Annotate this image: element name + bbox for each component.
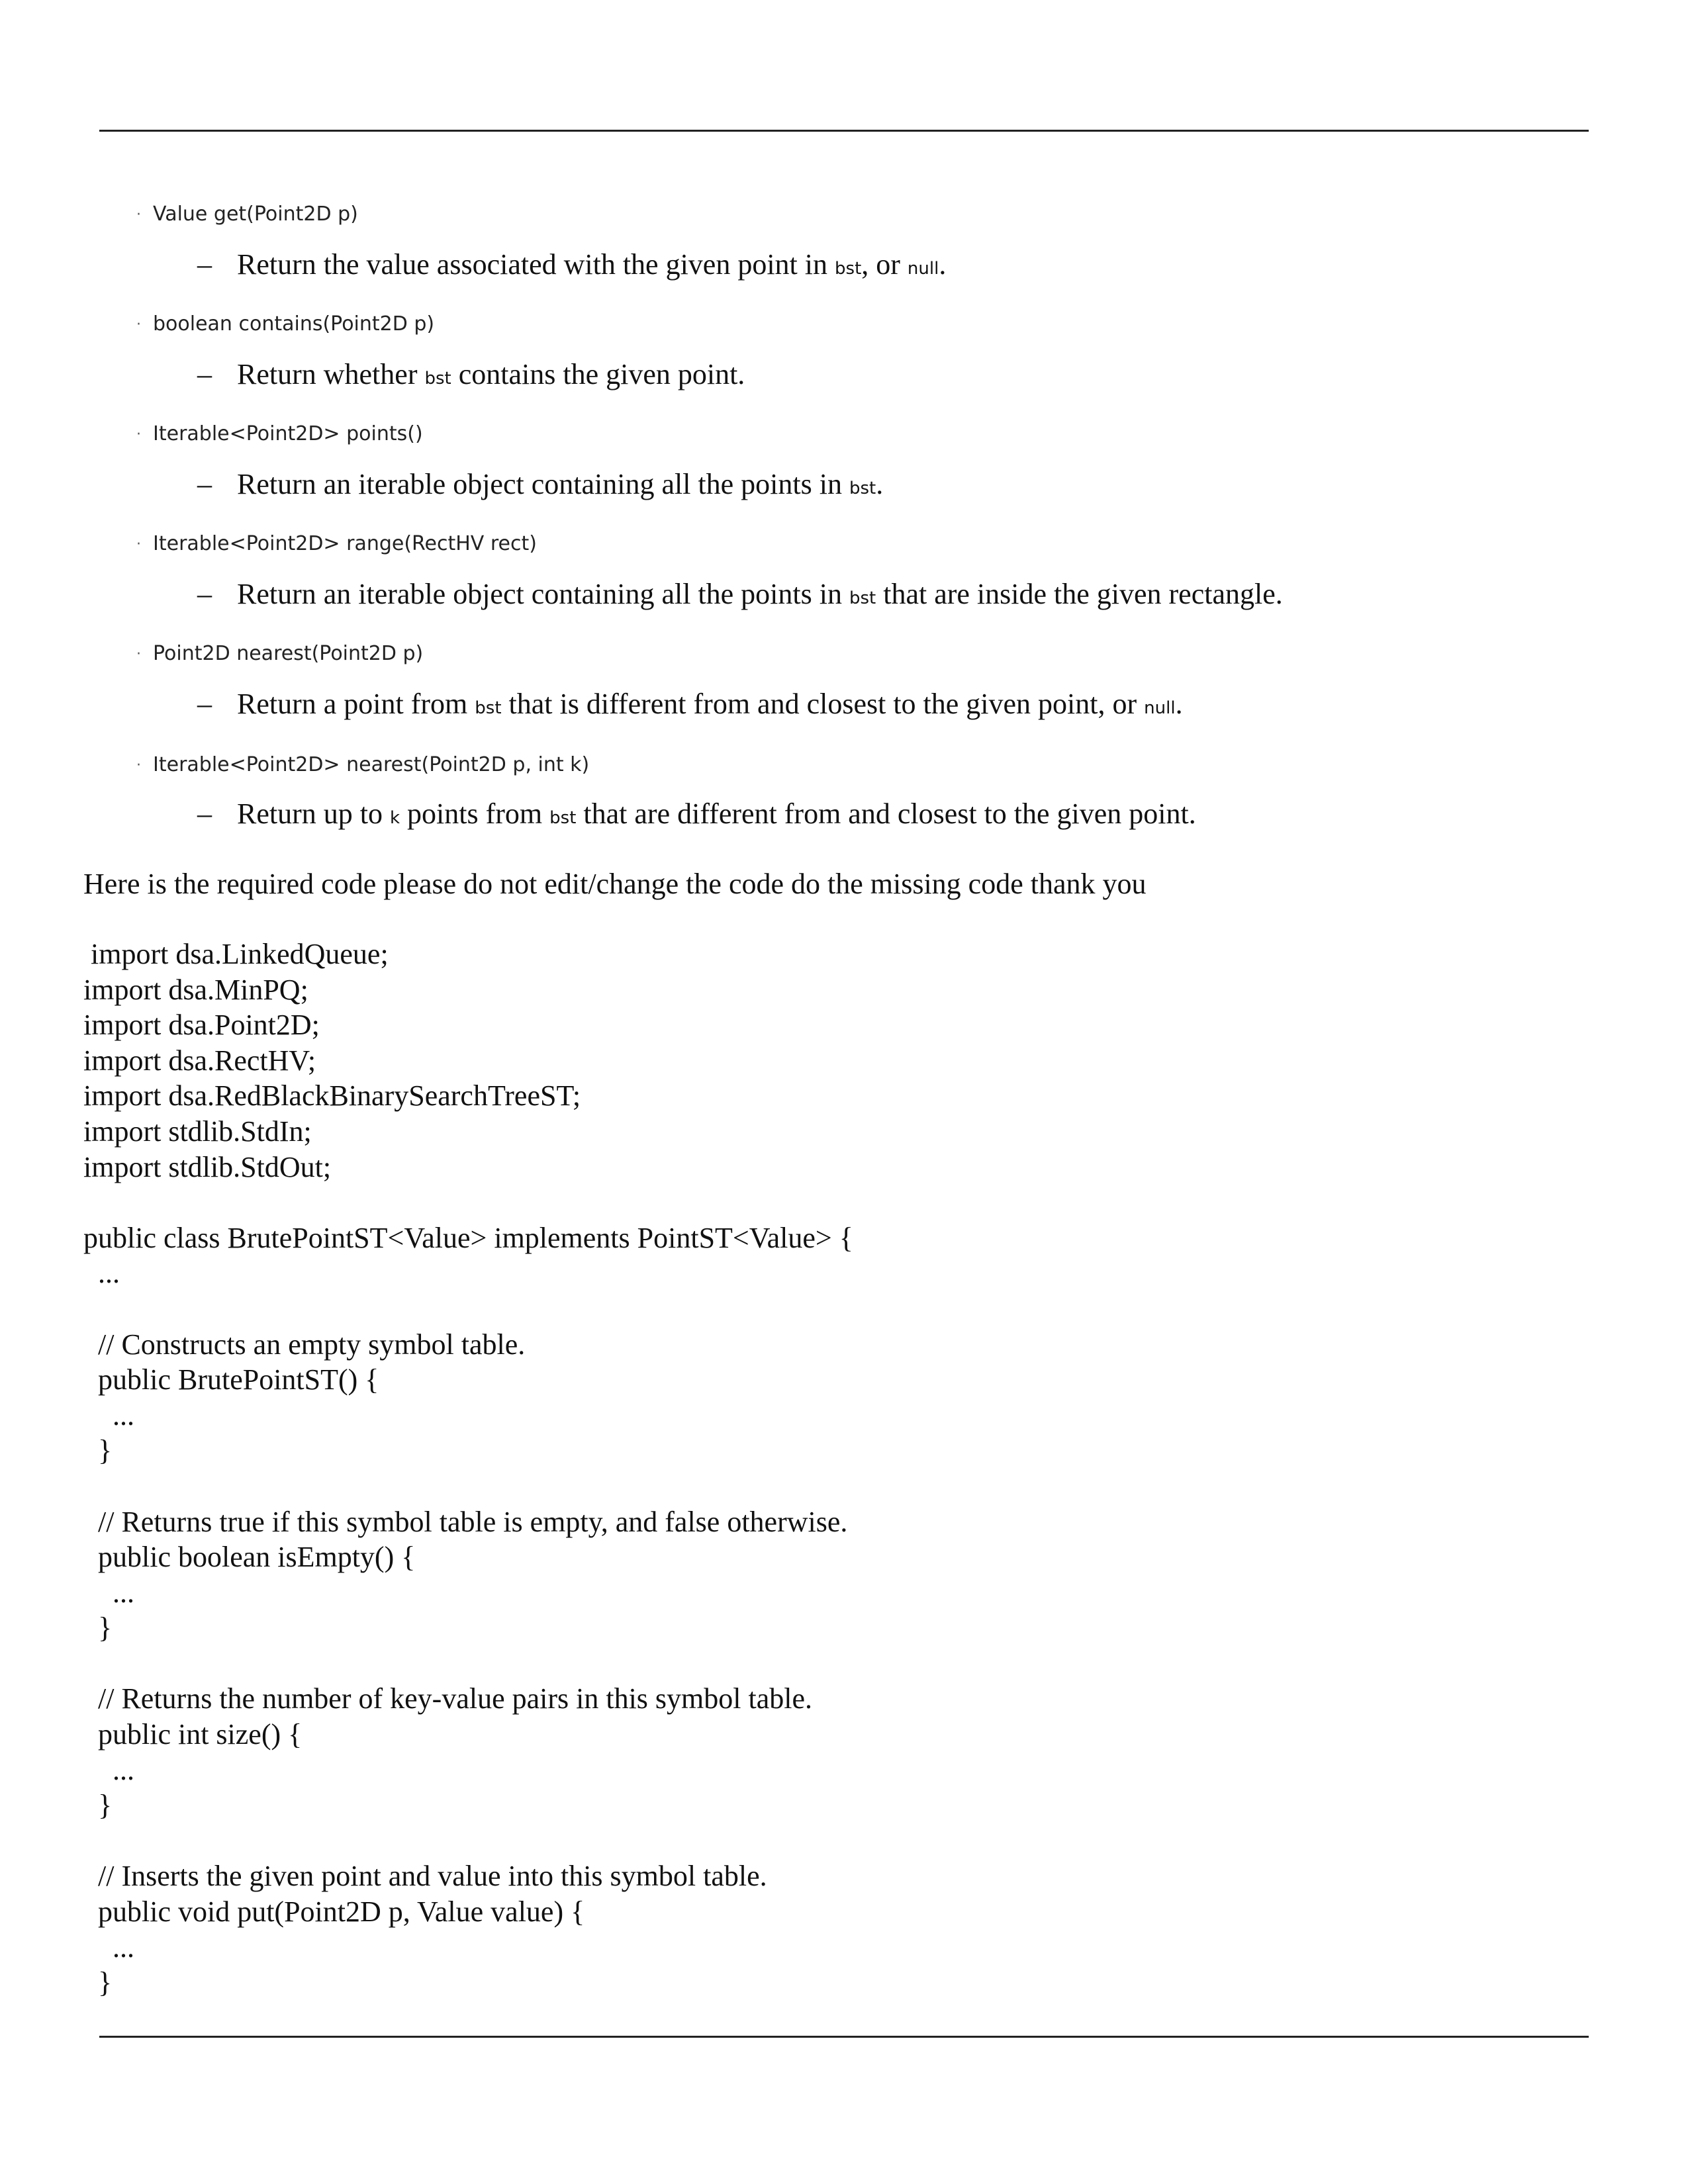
bullet-dot-icon: · [136,536,141,553]
method-signature: · Iterable<Point2D> points() [136,422,423,445]
intro-text: Here is the required code please do not edit/change the code do the missing code thank you [83,868,1147,900]
code-line: import dsa.RedBlackBinarySearchTreeST; [83,1079,581,1113]
dash-bullet-icon: – [197,797,212,830]
code-line: } [83,1966,113,1999]
bullet-dot-icon: · [136,757,141,774]
bullet-dot-icon: · [136,426,141,443]
bullet-dot-icon: · [136,206,141,223]
method-signature: · Value get(Point2D p) [136,203,358,226]
code-line: } [83,1789,113,1822]
bottom-rule [99,2036,1589,2038]
code-line: public BrutePointST() { [83,1363,379,1396]
bullet-dot-icon: · [136,646,141,662]
method-signature: · boolean contains(Point2D p) [136,312,435,336]
method-description: – Return an iterable object containing all the points in bst. [197,468,884,500]
code-line: // Returns true if this symbol table is empty, and false otherwise. [83,1505,848,1538]
method-description: – Return the value associated with the given point in bst, or null. [197,248,947,281]
code-line: // Returns the number of key-value pairs in this symbol table. [83,1682,813,1715]
method-signature: · Iterable<Point2D> nearest(Point2D p, int k) [136,753,590,776]
code-line: import dsa.MinPQ; [83,973,308,1006]
code-block [83,936,853,2001]
method-description: – Return whether bst contains the given point. [197,358,745,390]
code-line: // Constructs an empty symbol table. [83,1328,526,1361]
code-line: import dsa.Point2D; [83,1009,320,1042]
method-signature: · Point2D nearest(Point2D p) [136,642,424,665]
code-line: } [83,1434,113,1467]
code-line: ... [83,1398,134,1432]
top-rule [99,130,1589,132]
dash-bullet-icon: – [197,248,212,281]
code-line: import stdlib.StdIn; [83,1115,312,1148]
code-line: // Inserts the given point and value into this symbol table. [83,1860,767,1893]
dash-bullet-icon: – [197,688,212,720]
code-line: public void put(Point2D p, Value value) { [83,1895,585,1929]
method-description: – Return an iterable object containing all the points in bst that are inside the given rectangle. [197,578,1283,610]
dash-bullet-icon: – [197,358,212,390]
code-line: public int size() { [83,1718,303,1751]
code-line: ... [83,1753,134,1786]
code-line: ... [83,1576,134,1609]
method-description: – Return up to k points from bst that are different from and closest to the given point. [197,797,1196,830]
bullet-dot-icon: · [136,316,141,333]
code-line: import dsa.RectHV; [83,1044,316,1077]
code-line: public boolean isEmpty() { [83,1541,416,1574]
method-signature: · Iterable<Point2D> range(RectHV rect) [136,532,537,555]
dash-bullet-icon: – [197,468,212,500]
code-line: public class BrutePointST<Value> implements PointST<Value> { [83,1221,853,1254]
code-line: } [83,1612,113,1645]
code-line: ... [83,1257,120,1290]
code-line: import dsa.LinkedQueue; [83,938,389,970]
code-line: ... [83,1931,134,1964]
dash-bullet-icon: – [197,578,212,610]
code-line: import stdlib.StdOut; [83,1150,332,1183]
method-description: – Return a point from bst that is different from and closest to the given point, or null. [197,688,1183,720]
